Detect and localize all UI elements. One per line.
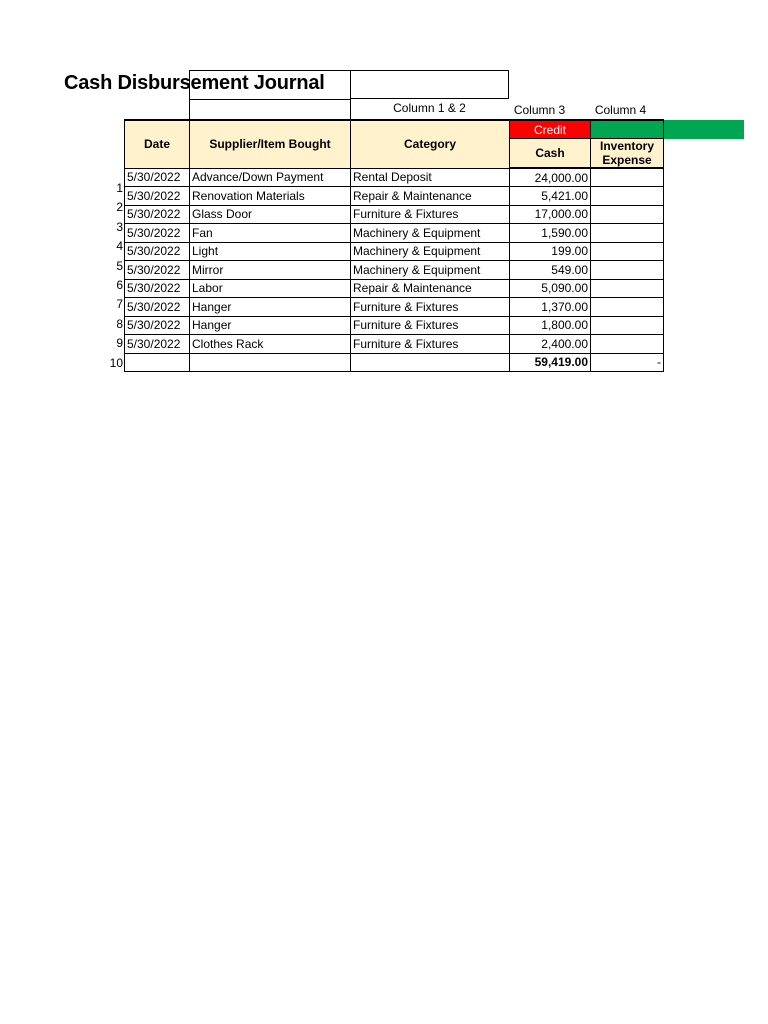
table-row [125, 187, 664, 206]
row-number: 3 [116, 219, 123, 234]
inventory-cell[interactable] [591, 242, 664, 261]
row-number: 9 [116, 336, 123, 351]
supplier-cell[interactable]: Clothes Rack [190, 335, 351, 354]
table-row [125, 279, 664, 298]
totals-supplier-cell[interactable] [190, 353, 351, 372]
table-row [125, 168, 664, 187]
date-cell[interactable]: 5/30/2022 [125, 187, 190, 206]
category-cell[interactable]: Repair & Maintenance [351, 279, 510, 298]
category-cell[interactable]: Furniture & Fixtures [351, 205, 510, 224]
date-cell[interactable]: 5/30/2022 [125, 205, 190, 224]
cash-cell[interactable]: 5,421.00 [510, 187, 591, 206]
inventory-cell[interactable] [591, 205, 664, 224]
category-cell[interactable]: Machinery & Equipment [351, 224, 510, 243]
column-label-3: Column 3 [513, 103, 566, 117]
table-row [125, 261, 664, 280]
inventory-cell[interactable] [591, 335, 664, 354]
cash-cell[interactable]: 549.00 [510, 261, 591, 280]
date-cell[interactable]: 5/30/2022 [125, 168, 190, 187]
supplier-cell[interactable]: Renovation Materials [190, 187, 351, 206]
row-number: 10 [109, 355, 123, 370]
date-cell[interactable]: 5/30/2022 [125, 279, 190, 298]
totals-row [125, 353, 664, 372]
row-number: 7 [116, 297, 123, 312]
category-cell[interactable]: Machinery & Equipment [351, 261, 510, 280]
supplier-cell[interactable]: Light [190, 242, 351, 261]
table-row [125, 335, 664, 354]
category-cell[interactable]: Furniture & Fixtures [351, 298, 510, 317]
cash-cell[interactable]: 199.00 [510, 242, 591, 261]
totals-date-cell[interactable] [125, 353, 190, 372]
date-cell[interactable]: 5/30/2022 [125, 242, 190, 261]
column-label-4: Column 4 [594, 103, 647, 117]
date-cell[interactable]: 5/30/2022 [125, 316, 190, 335]
category-cell[interactable]: Furniture & Fixtures [351, 335, 510, 354]
supplier-cell[interactable]: Glass Door [190, 205, 351, 224]
header-cash: Cash [510, 139, 591, 169]
supplier-cell[interactable]: Hanger [190, 316, 351, 335]
inventory-cell[interactable] [591, 168, 664, 187]
journal-body [125, 168, 664, 353]
header-category: Category [351, 120, 510, 168]
cash-cell[interactable]: 5,090.00 [510, 279, 591, 298]
inventory-cell[interactable] [591, 279, 664, 298]
table-row [125, 224, 664, 243]
supplier-cell[interactable]: Mirror [190, 261, 351, 280]
date-cell[interactable]: 5/30/2022 [125, 224, 190, 243]
cash-cell[interactable]: 1,800.00 [510, 316, 591, 335]
header-date: Date [125, 120, 190, 168]
header-inventory-expense [591, 139, 664, 169]
supplier-cell[interactable]: Hanger [190, 298, 351, 317]
row-number: 6 [116, 278, 123, 292]
inventory-cell[interactable] [591, 224, 664, 243]
table-row [125, 316, 664, 335]
header-inventory-line1: Inventory [599, 139, 654, 153]
date-cell[interactable]: 5/30/2022 [125, 261, 190, 280]
cash-cell[interactable]: 1,590.00 [510, 224, 591, 243]
inventory-cell[interactable] [591, 187, 664, 206]
category-cell[interactable]: Repair & Maintenance [351, 187, 510, 206]
title-border-top [189, 70, 350, 71]
header-inventory-line2: Expense [602, 153, 652, 167]
inventory-cell[interactable] [591, 298, 664, 317]
inventory-cell[interactable] [591, 316, 664, 335]
row-number: 5 [116, 258, 123, 273]
date-cell[interactable]: 5/30/2022 [125, 298, 190, 317]
category-cell[interactable]: Furniture & Fixtures [351, 316, 510, 335]
supplier-cell[interactable]: Fan [190, 224, 351, 243]
row-number: 1 [116, 181, 123, 195]
inventory-cell[interactable] [591, 261, 664, 280]
header-supplier: Supplier/Item Bought [190, 120, 351, 168]
table-row [125, 298, 664, 317]
category-cell[interactable]: Rental Deposit [351, 168, 510, 187]
table-row [125, 205, 664, 224]
total-cash[interactable]: 59,419.00 [510, 353, 591, 372]
title-border-mid [189, 99, 350, 100]
supplier-cell[interactable]: Labor [190, 279, 351, 298]
journal-table [124, 119, 664, 372]
cash-cell[interactable]: 17,000.00 [510, 205, 591, 224]
table-row [125, 242, 664, 261]
cash-cell[interactable]: 2,400.00 [510, 335, 591, 354]
cash-cell[interactable]: 1,370.00 [510, 298, 591, 317]
title-input-cell[interactable] [350, 70, 509, 99]
date-cell[interactable]: 5/30/2022 [125, 335, 190, 354]
row-number: 2 [116, 200, 123, 215]
row-number: 8 [116, 316, 123, 331]
cash-cell[interactable]: 24,000.00 [510, 168, 591, 187]
page-title: Cash Disbursement Journal [64, 72, 325, 94]
header-green-cell [591, 120, 664, 139]
title-border-left [189, 70, 190, 120]
column-label-1-2: Column 1 & 2 [393, 101, 466, 115]
category-cell[interactable]: Machinery & Equipment [351, 242, 510, 261]
total-inventory[interactable]: - [591, 353, 664, 372]
supplier-cell[interactable]: Advance/Down Payment [190, 168, 351, 187]
totals-category-cell[interactable] [351, 353, 510, 372]
header-credit: Credit [510, 120, 591, 139]
row-number: 4 [116, 239, 123, 254]
